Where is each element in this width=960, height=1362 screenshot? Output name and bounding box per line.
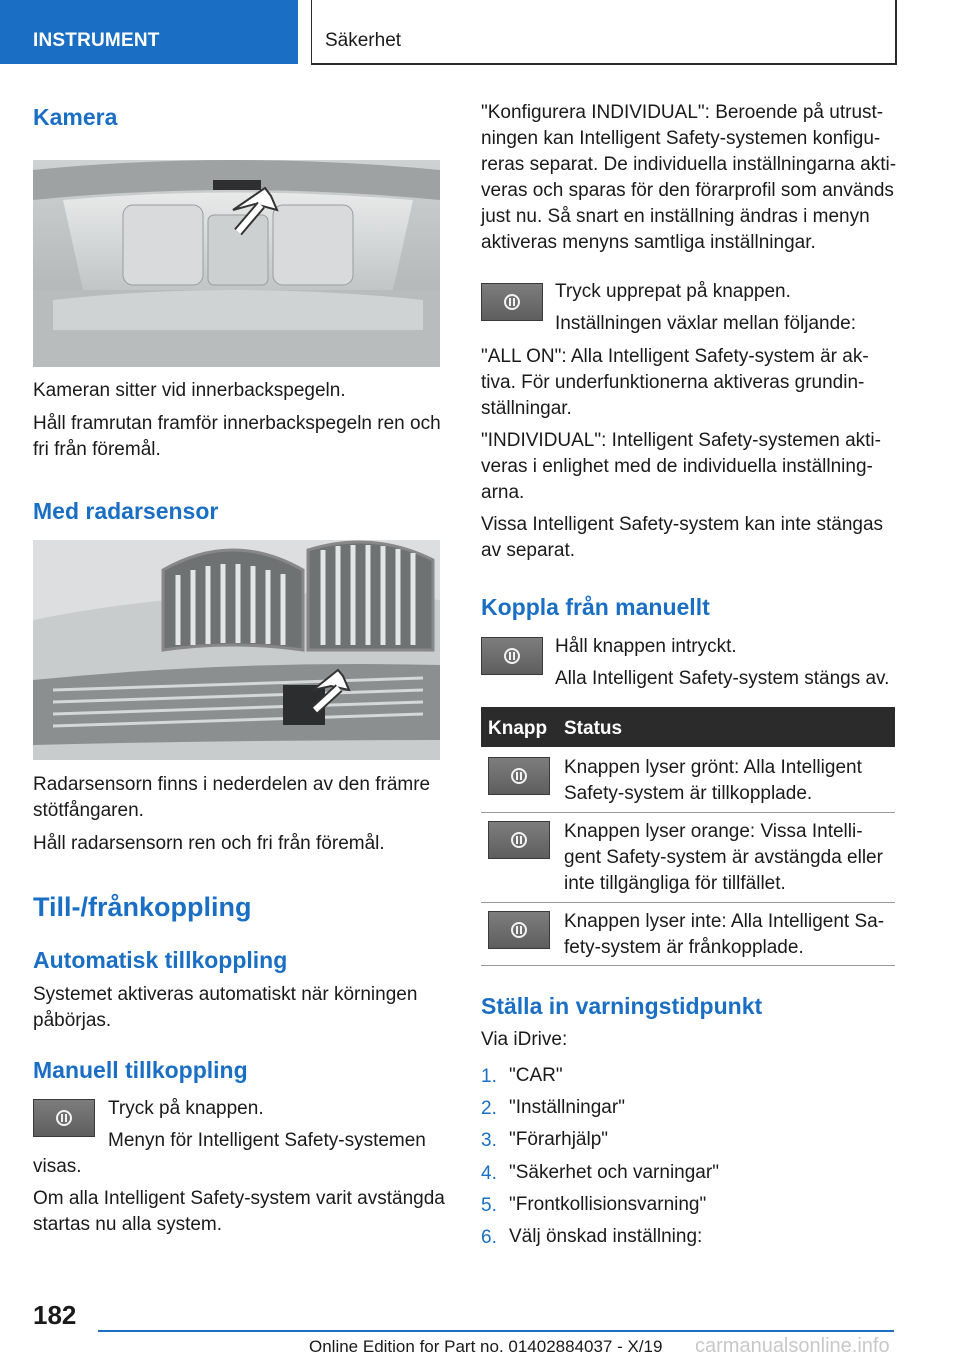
safety-icon (504, 648, 520, 664)
indiv-text-1: "INDIVIDUAL": Intelligent Safety-systemen akti- (481, 430, 881, 451)
table-row-3-b: fety-system är frånkopplade. (564, 937, 804, 958)
step-number: 5. (481, 1195, 497, 1216)
indiv-text-3: arna. (481, 482, 525, 503)
konf-text-1: "Konfigurera INDIVIDUAL": Beroende på utrust- (481, 102, 884, 123)
radar-text-1a: Radarsensorn finns i nederdelen av den främre (33, 774, 431, 795)
table-row-2-a: Knappen lyser orange: Vissa Intelli- (564, 821, 863, 842)
footer-edition: Online Edition for Part no. 01402884037 - X/19 (309, 1337, 663, 1356)
camera-photo (33, 160, 440, 367)
koppla-text-1: Håll knappen intryckt. (555, 636, 737, 657)
kamera-text-2a: Håll framrutan framför innerbackspegeln ren och (33, 413, 441, 434)
manual-text-2a: Menyn för Intelligent Safety-systemen (108, 1130, 426, 1151)
vaxlar-text: Inställningen växlar mellan följande: (555, 313, 857, 334)
safety-icon (511, 922, 527, 938)
allon-text-2: tiva. För underfunktionerna aktiveras grundin- (481, 372, 865, 393)
safety-icon (511, 768, 527, 784)
step-text: Välj önskad inställning: (509, 1226, 703, 1247)
step-text: "Frontkollisionsvarning" (509, 1194, 707, 1215)
safety-icon (56, 1110, 72, 1126)
manual-text-3b: startas nu alla system. (33, 1214, 223, 1235)
stalla-heading: Ställa in varningstidpunkt (481, 993, 763, 1019)
page-number: 182 (33, 1300, 77, 1330)
safety-button-image (481, 637, 543, 675)
safety-button-off (488, 911, 550, 949)
tryck-text: Tryck upprepat på knappen. (555, 281, 791, 302)
table-row-2-c: inte tillgängliga för tillfället. (564, 873, 786, 894)
kamera-text-1: Kameran sitter vid innerbackspegeln. (33, 380, 346, 401)
section-tab (0, 0, 298, 64)
step-number: 6. (481, 1227, 497, 1248)
manual-text-3a: Om alla Intelligent Safety-system varit avstängda (33, 1188, 445, 1209)
chapter-tab (311, 0, 897, 65)
konf-text-3: reras separat. De individuella inställningarna akti- (481, 154, 897, 175)
safety-icon (504, 294, 520, 310)
vissa-text-1: Vissa Intelligent Safety-system kan inte stängas (481, 514, 884, 535)
table-divider (481, 902, 895, 903)
manual-text-1: Tryck på knappen. (108, 1098, 264, 1119)
safety-button-orange (488, 821, 550, 859)
table-row-1-b: Safety-system är tillkopplade. (564, 783, 813, 804)
kamera-text-2b: fri från föremål. (33, 439, 161, 460)
watermark: carmanualsonline.info (695, 1335, 890, 1357)
konf-text-5: just nu. Så snart en inställning ändras i menyn (481, 206, 870, 227)
step-text: "Säkerhet och varningar" (509, 1162, 719, 1183)
auto-heading: Automatisk tillkoppling (33, 947, 288, 973)
allon-text-1: "ALL ON": Alla Intelligent Safety-system är ak- (481, 346, 869, 367)
step-number: 3. (481, 1130, 497, 1151)
koppla-heading: Koppla från manuellt (481, 594, 710, 620)
radar-text-1b: stötfångaren. (33, 800, 144, 821)
col-knapp: Knapp (488, 718, 548, 739)
safety-button-image (481, 283, 543, 321)
step-number: 4. (481, 1163, 497, 1184)
col-status: Status (564, 718, 623, 739)
konf-text-6: aktiveras menyns samtliga inställningar. (481, 232, 816, 253)
table-divider (481, 812, 895, 813)
safety-button-image (33, 1099, 95, 1137)
section-label: INSTRUMENT (33, 30, 160, 51)
table-row-3-a: Knappen lyser inte: Alla Intelligent Sa- (564, 911, 885, 932)
auto-text-a: Systemet aktiveras automatiskt när körningen (33, 984, 418, 1005)
konf-text-4: veras och sparas för den förarprofil som används (481, 180, 894, 201)
table-row-2-b: gent Safety-system är avstängda eller (564, 847, 883, 868)
step-text: "Förarhjälp" (509, 1129, 609, 1150)
step-number: 2. (481, 1098, 497, 1119)
status-table-header (481, 707, 895, 747)
vissa-text-2: av separat. (481, 540, 575, 561)
konf-text-2: ningen kan Intelligent Safety-systemen konfigu- (481, 128, 881, 149)
till-heading: Till-/frånkoppling (33, 892, 252, 922)
kamera-heading: Kamera (33, 104, 118, 130)
step-text: "CAR" (509, 1065, 563, 1086)
step-text: "Inställningar" (509, 1097, 625, 1118)
auto-text-b: påbörjas. (33, 1010, 112, 1031)
radar-heading: Med radarsensor (33, 498, 219, 524)
step-number: 1. (481, 1066, 497, 1087)
radar-photo (33, 540, 440, 760)
safety-button-green (488, 757, 550, 795)
chapter-label: Säkerhet (325, 30, 402, 51)
table-row-1-a: Knappen lyser grönt: Alla Intelligent (564, 757, 862, 778)
table-divider (481, 965, 895, 966)
manual-heading: Manuell tillkoppling (33, 1057, 248, 1083)
allon-text-3: ställningar. (481, 398, 572, 419)
footer-rule (98, 1330, 894, 1332)
safety-icon (511, 832, 527, 848)
radar-text-2: Håll radarsensorn ren och fri från föremål. (33, 833, 385, 854)
koppla-text-2: Alla Intelligent Safety-system stängs av. (555, 668, 890, 689)
indiv-text-2: veras i enlighet med de individuella inställning- (481, 456, 873, 477)
via-text: Via iDrive: (481, 1029, 568, 1050)
manual-text-2b: visas. (33, 1156, 82, 1177)
